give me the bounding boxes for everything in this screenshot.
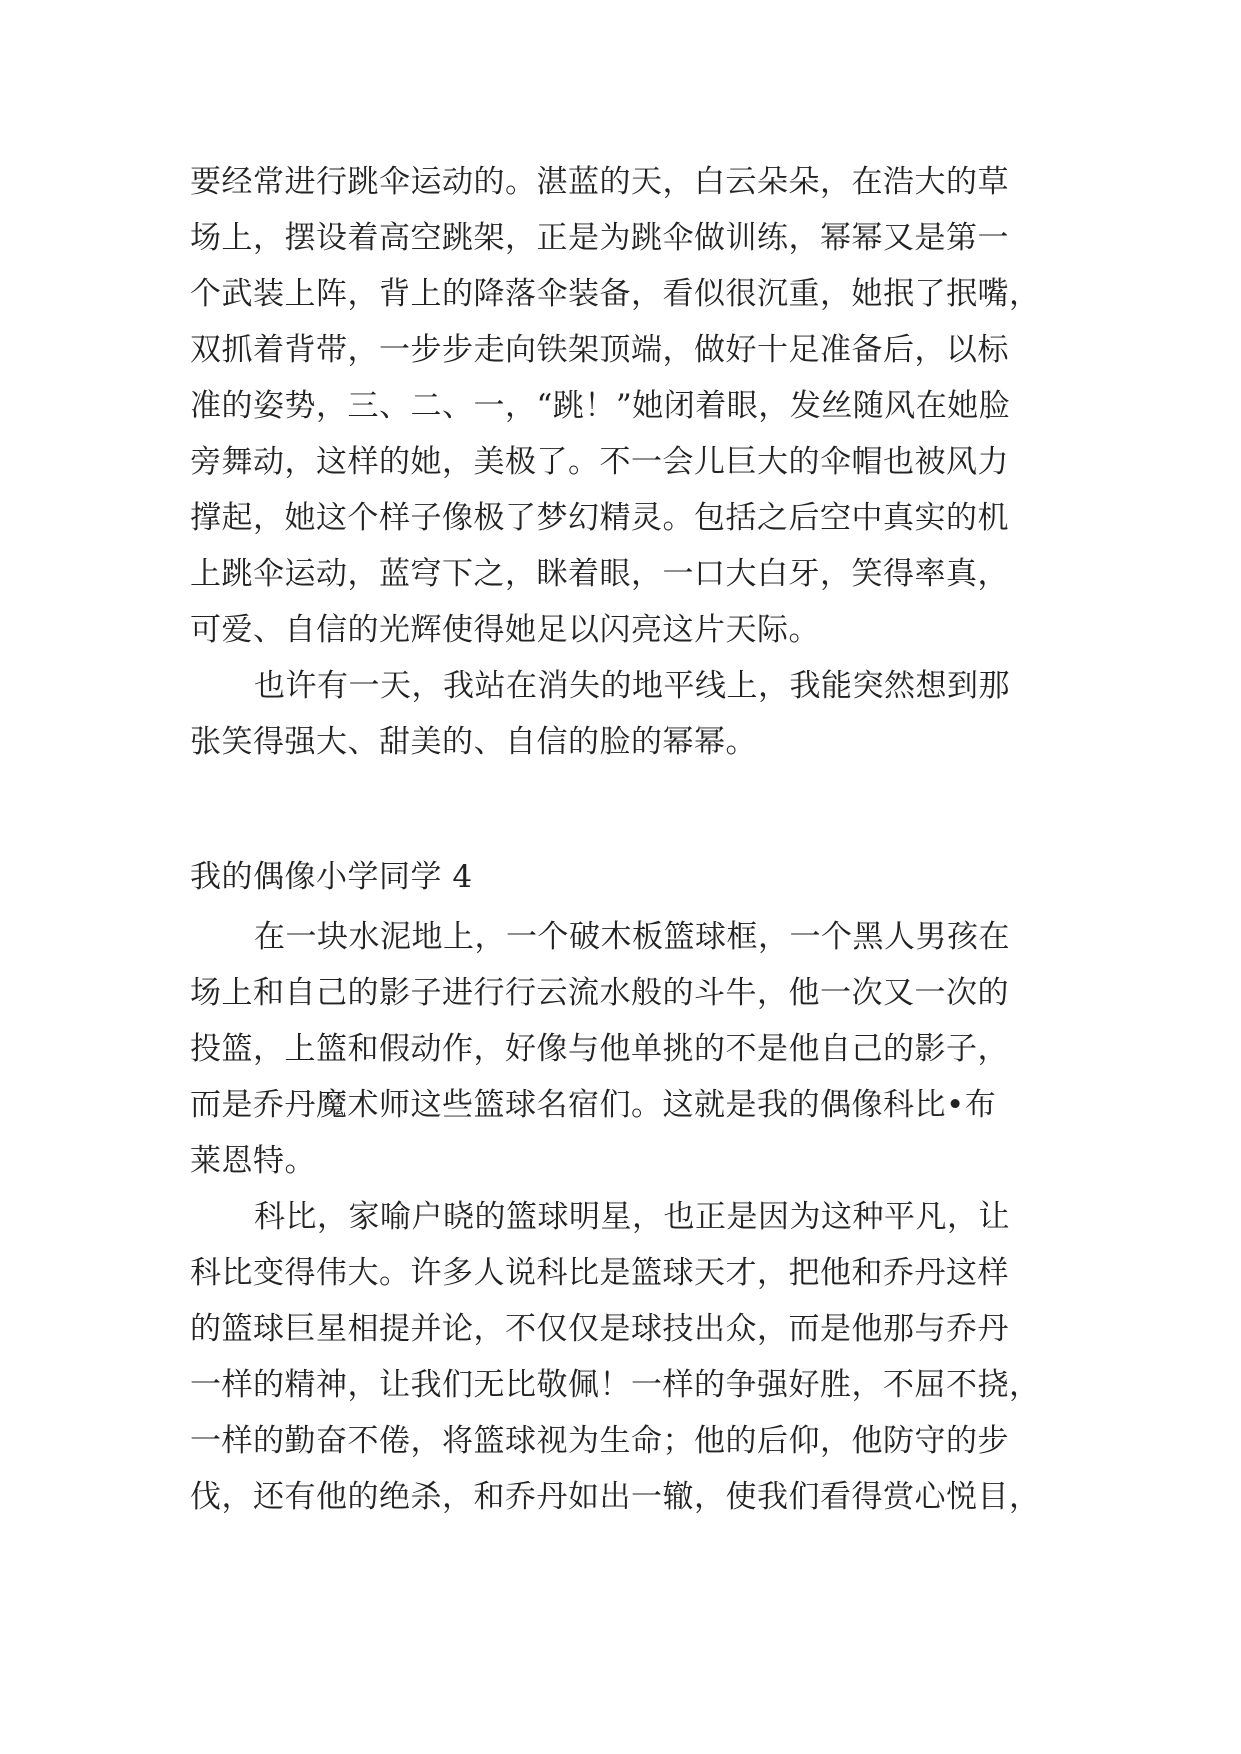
section-heading: 我的偶像小学同学 4 <box>190 859 473 895</box>
body-line: 上跳伞运动，蓝穹下之，眯着眼，一口大白牙，笑得率真， <box>190 556 1009 592</box>
body-line: 科比变得伟大。许多人说科比是篮球天才，把他和乔丹这样 <box>190 1255 1009 1291</box>
body-line: 张笑得强大、甜美的、自信的脸的幂幂。 <box>190 724 757 760</box>
body-line: 场上，摆设着高空跳架，正是为跳伞做训练，幂幂又是第一 <box>190 220 1009 256</box>
body-line: 莱恩特。 <box>190 1143 316 1179</box>
body-line: 可爱、自信的光辉使得她足以闪亮这片天际。 <box>190 612 820 648</box>
body-line: 场上和自己的影子进行行云流水般的斗牛，他一次又一次的 <box>190 975 1009 1011</box>
body-line: 一样的勤奋不倦，将篮球视为生命；他的后仰，他防守的步 <box>190 1423 1009 1459</box>
body-line: 双抓着背带，一步步走向铁架顶端，做好十足准备后，以标 <box>190 332 1009 368</box>
body-line: 个武装上阵，背上的降落伞装备，看似很沉重，她抿了抿嘴， <box>190 276 1041 312</box>
body-line: 准的姿势，三、二、一，“跳！”她闭着眼，发丝随风在她脸 <box>190 388 1011 424</box>
body-line: 伐，还有他的绝杀，和乔丹如出一辙，使我们看得赏心悦目， <box>190 1479 1041 1515</box>
paragraph-first-line: 在一块水泥地上，一个破木板篮球框，一个黑人男孩在 <box>254 919 1010 955</box>
body-line: 而是乔丹魔术师这些篮球名宿们。这就是我的偶像科比•布 <box>190 1087 997 1123</box>
body-line: 的篮球巨星相提并论，不仅仅是球技出众，而是他那与乔丹 <box>190 1311 1009 1347</box>
body-line: 要经常进行跳伞运动的。湛蓝的天，白云朵朵，在浩大的草 <box>190 164 1009 200</box>
body-line: 一样的精神，让我们无比敬佩！一样的争强好胜，不屈不挠， <box>190 1367 1041 1403</box>
body-line: 撑起，她这个样子像极了梦幻精灵。包括之后空中真实的机 <box>190 500 1009 536</box>
body-line: 旁舞动，这样的她，美极了。不一会儿巨大的伞帽也被风力 <box>190 444 1009 480</box>
paragraph-first-line: 科比，家喻户晓的篮球明星，也正是因为这种平凡，让 <box>254 1199 1010 1235</box>
body-line: 投篮，上篮和假动作，好像与他单挑的不是他自己的影子， <box>190 1031 1009 1067</box>
paragraph-first-line: 也许有一天，我站在消失的地平线上，我能突然想到那 <box>254 668 1010 704</box>
